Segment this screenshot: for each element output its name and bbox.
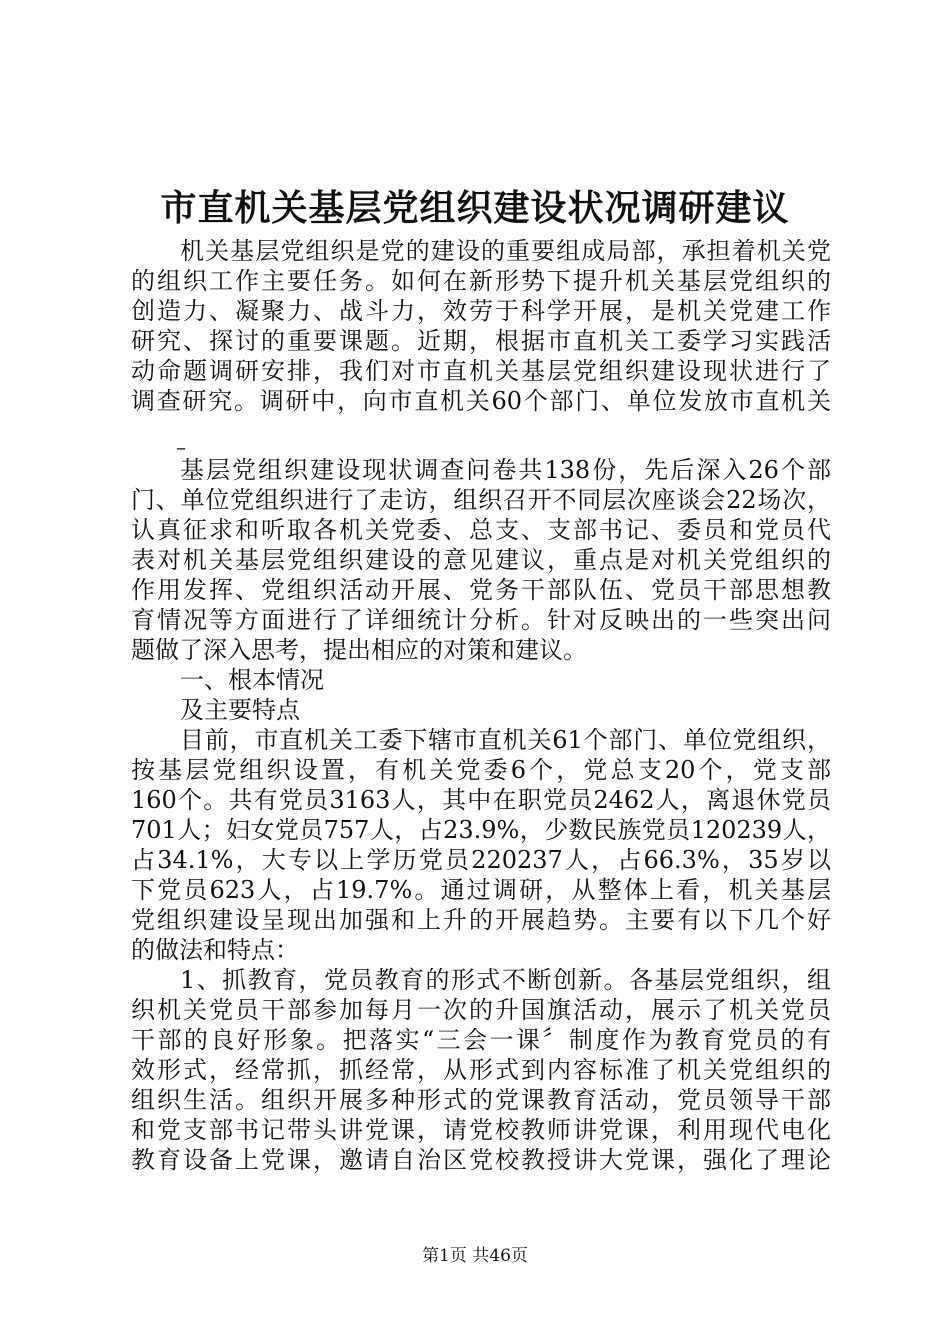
paragraph-line: 和党支部书记带头讲党课，请党校教师讲党课，利用现代电化: [131, 1116, 831, 1144]
paragraph-line: 表对机关基层党组织建设的意见建议，重点是对机关党组织的: [131, 546, 831, 574]
paragraph-line: 下党员623人，占19.7%。通过调研，从整体上看，机关基层: [131, 876, 831, 904]
paragraph-line: 占34.1%，大专以上学历党员220237人，占66.3%，35岁以: [131, 846, 831, 874]
paragraph-line: 调查研究。调研中，向市直机关60个部门、单位发放市直机关: [131, 387, 831, 415]
paragraph-line: 160个。共有党员3163人，其中在职党员2462人，离退休党员: [131, 786, 831, 814]
page-break-dash: –: [176, 435, 186, 459]
paragraph-line: 认真征求和听取各机关党委、总支、支部书记、委员和党员代: [131, 516, 831, 544]
paragraph-line: 题做了深入思考，提出相应的对策和建议。: [131, 636, 587, 664]
paragraph-line: 干部的良好形象。把落实“三会一课〞制度作为教育党员的有: [131, 1026, 831, 1054]
paragraph-line: 目前，市直机关工委下辖市直机关61个部门、单位党组织，: [180, 726, 831, 754]
paragraph-line: 效形式，经常抓，抓经常，从形式到内容标准了机关党组织的: [131, 1056, 831, 1084]
paragraph-line: 研究、探讨的重要课题。近期，根据市直机关工委学习实践活: [131, 327, 831, 355]
paragraph-line: 动命题调研安排，我们对市直机关基层党组织建设现状进行了: [131, 357, 831, 385]
paragraph-line: 基层党组织建设现状调查问卷共138份，先后深入26个部: [180, 456, 831, 484]
section-heading: 一、根本情况: [180, 666, 324, 694]
page-number-footer: 第1页 共46页: [422, 1246, 528, 1266]
paragraph-line: 门、单位党组织进行了走访，组织召开不同层次座谈会22场次，: [131, 486, 831, 514]
paragraph-line: 机关基层党组织是党的建设的重要组成局部，承担着机关党: [180, 237, 831, 265]
document-title: 市直机关基层党组织建设状况调研建议: [160, 187, 790, 229]
paragraph-line: 的组织工作主要任务。如何在新形势下提升机关基层党组织的: [131, 267, 831, 295]
paragraph-line: 作用发挥、党组织活动开展、党务干部队伍、党员干部思想教: [131, 576, 831, 604]
paragraph-line: 的做法和特点：: [131, 936, 299, 964]
paragraph-line: 701人；妇女党员757人，占23.9%，少数民族党员120239人，: [131, 816, 831, 844]
paragraph-line: 按基层党组织设置，有机关党委6个，党总支20个，党支部: [131, 756, 831, 784]
paragraph-line: 教育设备上党课，邀请自治区党校教授讲大党课，强化了理论: [131, 1146, 831, 1174]
paragraph-line: 织机关党员干部参加每月一次的升国旗活动，展示了机关党员: [131, 996, 831, 1024]
paragraph-line: 1、抓教育，党员教育的形式不断创新。各基层党组织，组: [180, 966, 831, 994]
paragraph-line: 组织生活。组织开展多种形式的党课教育活动，党员领导干部: [131, 1086, 831, 1114]
paragraph-line: 创造力、凝聚力、战斗力，效劳于科学开展，是机关党建工作: [131, 297, 831, 325]
section-heading: 及主要特点: [180, 696, 300, 724]
paragraph-line: 育情况等方面进行了详细统计分析。针对反映出的一些突出问: [131, 606, 831, 634]
paragraph-line: 党组织建设呈现出加强和上升的开展趋势。主要有以下几个好: [131, 906, 831, 934]
